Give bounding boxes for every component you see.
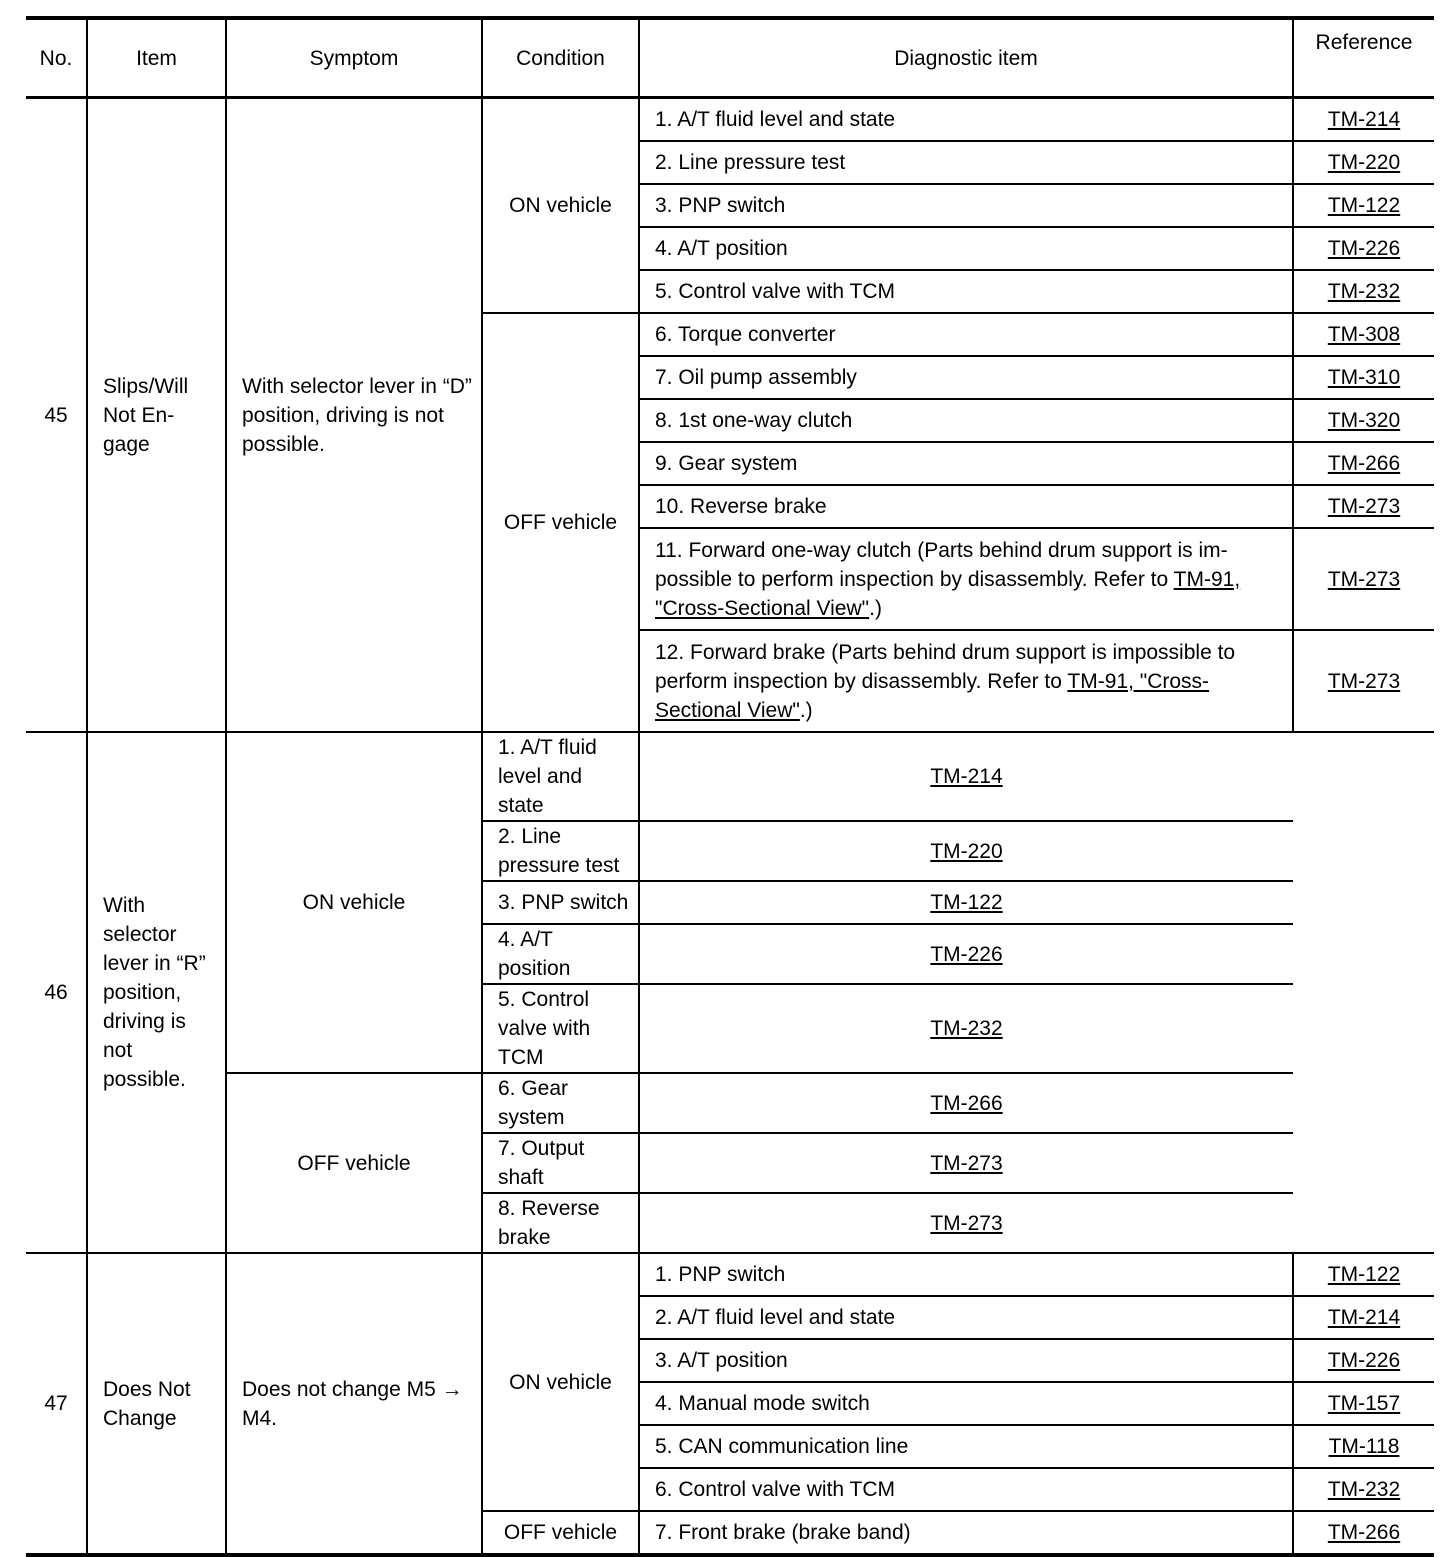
- reference-link[interactable]: TM-226: [1327, 237, 1401, 260]
- condition-cell: ON vehicle: [226, 732, 482, 1073]
- diagnostic-item: 4. A/T position: [482, 924, 639, 984]
- reference-link[interactable]: TM-122: [930, 891, 1003, 914]
- reference-link[interactable]: TM-157: [1327, 1392, 1401, 1415]
- header-condition: Condition: [482, 18, 639, 98]
- diagnostic-item: 5. Control valve with TCM: [639, 270, 1293, 313]
- group-47: [26, 1253, 1434, 1555]
- condition-cell: OFF vehicle: [226, 1073, 482, 1253]
- diagnosis-table: [26, 16, 1434, 1557]
- reference-link[interactable]: TM-232: [930, 1017, 1003, 1040]
- reference-link[interactable]: TM-122: [1327, 1263, 1401, 1286]
- row-number: 45: [26, 98, 87, 733]
- reference-link[interactable]: TM-214: [1327, 1306, 1401, 1329]
- diagnostic-item: 2. Line pressure test: [482, 821, 639, 881]
- diagnostic-item: 6. Torque converter: [639, 313, 1293, 356]
- diagnostic-item: 2. A/T fluid level and state: [639, 1296, 1293, 1339]
- condition-cell: ON vehicle: [482, 98, 639, 314]
- reference-link[interactable]: TM-266: [930, 1091, 1003, 1115]
- reference-link[interactable]: TM-273: [1327, 567, 1401, 591]
- diagnostic-item: 3. A/T position: [639, 1339, 1293, 1382]
- diagnostic-text-tail: .): [799, 698, 813, 722]
- item-cell: Does Not Change: [87, 1253, 226, 1555]
- reference-link[interactable]: TM-273: [1327, 495, 1401, 518]
- row-number: 46: [26, 732, 87, 1253]
- header-no: No.: [26, 18, 87, 98]
- diagnostic-item: [639, 528, 1293, 630]
- diagnostic-item: 1. A/T fluid level and state: [482, 732, 639, 821]
- symptom-cell: With selector lever in “R” position, driving is not possible.: [87, 732, 226, 1253]
- symptom-cell: Does not change M5 → M4.: [226, 1253, 482, 1555]
- header-row: [26, 18, 1434, 98]
- diagnostic-item: 4. Manual mode switch: [639, 1382, 1293, 1425]
- condition-cell: OFF vehicle: [482, 313, 639, 732]
- reference-link[interactable]: TM-266: [1327, 452, 1401, 475]
- reference-link[interactable]: TM-232: [1327, 1478, 1401, 1501]
- diagnostic-text-tail: .): [869, 596, 882, 620]
- diagnostic-item: 5. CAN communication line: [639, 1425, 1293, 1468]
- item-cell: Slips/Will Not En-gage: [87, 98, 226, 733]
- diagnostic-item: 3. PNP switch: [639, 184, 1293, 227]
- reference-link[interactable]: TM-310: [1327, 366, 1401, 389]
- reference-link[interactable]: TM-226: [930, 942, 1003, 966]
- diagnostic-item: 4. A/T position: [639, 227, 1293, 270]
- reference-link[interactable]: TM-232: [1327, 280, 1401, 303]
- diagnostic-item: 6. Gear system: [482, 1073, 639, 1133]
- symptom-cell: With selector lever in “D” position, driving is not possible.: [226, 98, 482, 733]
- reference-link[interactable]: TM-273: [1327, 669, 1401, 693]
- reference-link[interactable]: TM-308: [1327, 323, 1401, 346]
- table-row: [26, 1073, 1434, 1133]
- cross-reference-link[interactable]: TM-91, "Cross-Sectional View": [655, 567, 1241, 620]
- diagnostic-item: 7. Oil pump assembly: [639, 356, 1293, 399]
- diagnostic-item: 9. Gear system: [639, 442, 1293, 485]
- diagnostic-item: [639, 630, 1293, 732]
- diagnostic-item: 10. Reverse brake: [639, 485, 1293, 528]
- table-row: [26, 1253, 1434, 1296]
- diagnostic-item: 8. 1st one-way clutch: [639, 399, 1293, 442]
- diagnostic-item: 5. Control valve with TCM: [482, 984, 639, 1073]
- diagnostic-item: 3. PNP switch: [482, 881, 639, 924]
- reference-link[interactable]: TM-273: [930, 1211, 1003, 1235]
- diagnostic-text: 12. Forward brake (Parts behind drum support is impossible to perform inspection by disassembly. Refer to: [655, 640, 1236, 693]
- reference-link[interactable]: TM-214: [1327, 108, 1401, 131]
- table-row: [26, 98, 1434, 142]
- reference-link[interactable]: TM-220: [1327, 151, 1401, 174]
- diagnostic-item: 7. Output shaft: [482, 1133, 639, 1193]
- reference-link[interactable]: TM-220: [930, 839, 1003, 863]
- table-row: [26, 732, 1434, 821]
- header-reference: Reference: [1293, 18, 1434, 98]
- cross-reference-link[interactable]: TM-91, "Cross-Sectional View": [655, 669, 1210, 722]
- diagnostic-item: 7. Front brake (brake band): [639, 1511, 1293, 1555]
- condition-cell: OFF vehicle: [482, 1511, 639, 1555]
- reference-link[interactable]: TM-273: [930, 1151, 1003, 1175]
- group-45: [26, 98, 1434, 733]
- diagnostic-item: 8. Reverse brake: [482, 1193, 639, 1253]
- diagnostic-item: 1. A/T fluid level and state: [639, 98, 1293, 142]
- diagnostic-item: 6. Control valve with TCM: [639, 1468, 1293, 1511]
- reference-link[interactable]: TM-122: [1327, 194, 1401, 217]
- reference-link[interactable]: TM-118: [1328, 1435, 1400, 1458]
- header-item: Item: [87, 18, 226, 98]
- condition-cell: ON vehicle: [482, 1253, 639, 1511]
- header-diagnostic-item: Diagnostic item: [639, 18, 1293, 98]
- group-46: [26, 732, 1434, 1253]
- header-symptom: Symptom: [226, 18, 482, 98]
- reference-link[interactable]: TM-320: [1327, 409, 1401, 432]
- row-number: 47: [26, 1253, 87, 1555]
- reference-link[interactable]: TM-214: [930, 765, 1003, 788]
- reference-link[interactable]: TM-226: [1327, 1349, 1401, 1372]
- diagnostic-item: 1. PNP switch: [639, 1253, 1293, 1296]
- reference-link[interactable]: TM-266: [1327, 1521, 1401, 1544]
- diagnostic-item: 2. Line pressure test: [639, 141, 1293, 184]
- diagnostic-text: 11. Forward one-way clutch (Parts behind drum support is im-possible to perform inspection by disassembly. Refer to: [655, 538, 1228, 591]
